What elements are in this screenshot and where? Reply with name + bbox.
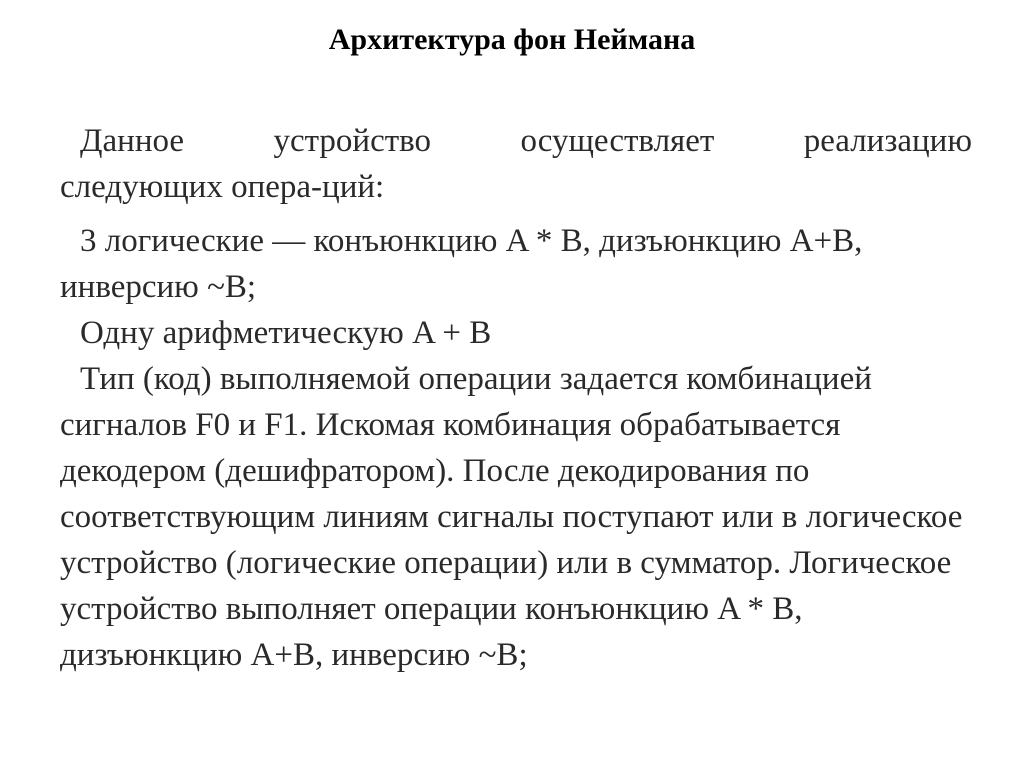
- slide-body: [60, 118, 972, 678]
- logical-operations-paragraph: 3 логические — конъюнкцию A * B, дизъюнкцию A+B, инверсию ~B;: [60, 223, 863, 305]
- spacer: [60, 210, 972, 218]
- intro-word: осуществляет: [520, 123, 715, 159]
- intro-line-2: следующих опера-ций:: [60, 169, 385, 205]
- slide-title: Архитектура фон Неймана: [328, 23, 696, 56]
- intro-word: Данное: [80, 123, 185, 159]
- arithmetic-operation-paragraph: Одну арифметическую A + B: [80, 315, 492, 351]
- intro-line-1: [60, 118, 972, 164]
- description-paragraph: Тип (код) выполняемой операции задается комбинацией сигналов F0 и F1. Искомая комбинация обрабатывается декодером (дешифратором). После декодирования по соответствующим линиям сигналы поступают или в логическое устройство (логические операции) или в сумматор. Логическое устройство выполняет операции конъюнкцию A * B, дизъюнкцию A+B, инверсию ~B;: [60, 361, 963, 673]
- intro-word: устройство: [273, 123, 432, 159]
- intro-word: реализацию: [803, 123, 972, 159]
